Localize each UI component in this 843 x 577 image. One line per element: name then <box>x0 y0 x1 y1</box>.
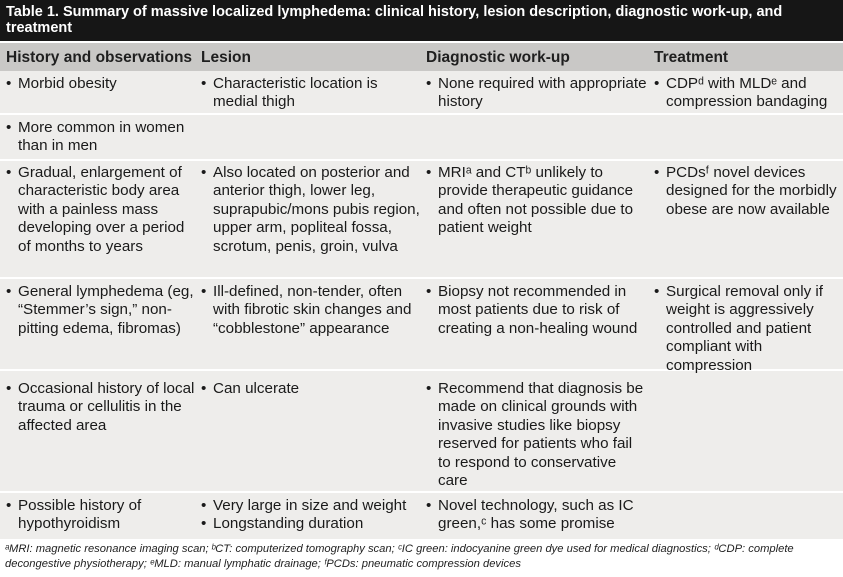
table-cell <box>6 497 196 534</box>
table-cell <box>201 164 421 256</box>
list-item: • Possible history of hypothyroidism <box>6 497 196 534</box>
list-item: • Occasional history of local trauma or cellulitis in the affected area <box>6 380 196 435</box>
row-separator <box>0 277 843 279</box>
table-cell <box>654 75 840 112</box>
header-treatment: Treatment <box>654 49 729 66</box>
list-item: • Surgical removal only if weight is aggressively controlled and patient compliant with compression <box>654 283 840 375</box>
list-item: • Very large in size and weight <box>201 497 421 515</box>
table-cell <box>654 283 840 375</box>
list-item: • More common in women than in men <box>6 119 196 156</box>
table-title: Table 1. Summary of massive localized lymphedema: clinical history, lesion description, diagnostic work-up, and treatment <box>0 0 843 41</box>
table-cell <box>426 75 648 112</box>
list-item: • Novel technology, such as IC green,ᶜ has some promise <box>426 497 648 534</box>
header-lesion: Lesion <box>201 49 251 66</box>
row-separator <box>0 159 843 161</box>
row-separator <box>0 491 843 493</box>
table-cell <box>201 497 421 534</box>
list-item: • CDPᵈ with MLDᵉ and compression bandaging <box>654 75 840 112</box>
list-item: • None required with appropriate history <box>426 75 648 112</box>
table-cell <box>201 283 421 338</box>
table-cell <box>6 119 196 156</box>
list-item: • Also located on posterior and anterior thigh, lower leg, suprapubic/mons pubis region, upper arm, popliteal fossa, scrotum, penis, groin, vulva <box>201 164 421 256</box>
row-separator <box>0 113 843 115</box>
table-header-row <box>0 43 843 71</box>
table-cell <box>426 164 648 238</box>
table-cell <box>6 283 196 338</box>
table-cell <box>426 497 648 534</box>
list-item: • PCDsᶠ novel devices designed for the morbidly obese are now available <box>654 164 840 219</box>
table-cell <box>201 380 421 398</box>
header-diagnostic: Diagnostic work-up <box>426 49 570 66</box>
list-item: • Recommend that diagnosis be made on clinical grounds with invasive studies like biopsy reserved for patients who fail to respond to conservative care <box>426 380 648 490</box>
list-item: • Gradual, enlargement of characteristic body area with a painless mass developing over a period of months to years <box>6 164 196 256</box>
table-cell <box>6 380 196 435</box>
list-item: • Can ulcerate <box>201 380 421 398</box>
list-item: • Ill-defined, non-tender, often with fibrotic skin changes and “cobblestone” appearance <box>201 283 421 338</box>
table-footnote: ᵃMRI: magnetic resonance imaging scan; ᵇCT: computerized tomography scan; ᶜIC green: indocyanine green dye used for medical diagnostics; ᵈCDP: complete decongestive physiotherapy; ᵉMLD: manual lymphatic drainage; ᶠPCDs: pneumatic compression devices <box>0 539 843 577</box>
table-cell <box>426 283 648 338</box>
table-cell <box>426 380 648 490</box>
table-cell <box>654 164 840 219</box>
list-item: • Biopsy not recommended in most patients due to risk of creating a non-healing wound <box>426 283 648 338</box>
table-cell <box>6 164 196 256</box>
list-item: • Morbid obesity <box>6 75 196 93</box>
list-item: • General lymphedema (eg, “Stemmer’s sign,” non-pitting edema, fibromas) <box>6 283 196 338</box>
list-item: • Characteristic location is medial thigh <box>201 75 421 112</box>
table-cell <box>6 75 196 93</box>
table-body <box>0 71 843 539</box>
header-history: History and observations <box>6 49 193 66</box>
list-item: • Longstanding duration <box>201 515 421 533</box>
table-cell <box>201 75 421 112</box>
list-item: • MRIᵃ and CTᵇ unlikely to provide therapeutic guidance and often not possible due to patient weight <box>426 164 648 238</box>
